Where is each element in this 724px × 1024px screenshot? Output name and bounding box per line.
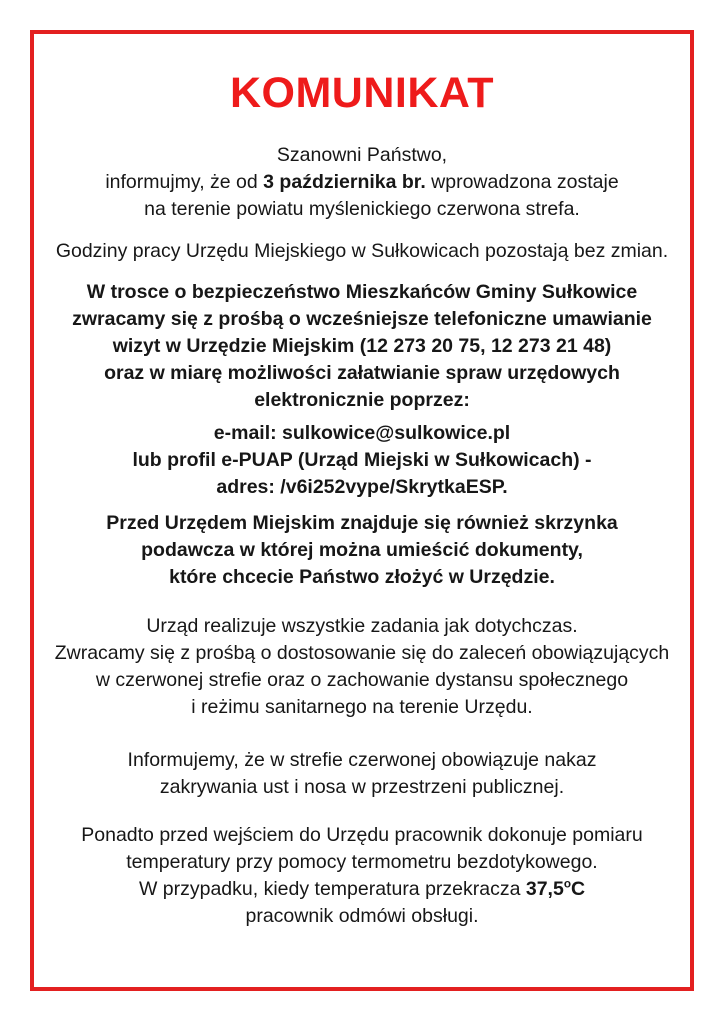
text-line: oraz w miarę możliwości załatwianie spraw urzędowych bbox=[104, 362, 620, 384]
epuap-address-line: adres: /v6i252vype/SkrytkaESP. bbox=[216, 476, 508, 498]
degree-superscript: o bbox=[563, 877, 571, 891]
text-line: Szanowni Państwo, bbox=[276, 144, 448, 166]
text-line: zakrywania ust i nosa w przestrzeni publicznej. bbox=[159, 776, 565, 798]
date-emphasis: 3 października br. bbox=[263, 171, 426, 193]
text-line: W trosce o bezpieczeństwo Mieszkańców Gminy Sułkowice bbox=[86, 281, 638, 303]
text-segment: wprowadzona zostaje bbox=[425, 171, 619, 193]
text-line: Ponadto przed wejściem do Urzędu pracownik dokonuje pomiaru bbox=[81, 824, 643, 846]
text-line: i reżimu sanitarnego na terenie Urzędu. bbox=[191, 696, 533, 718]
text-line: które chcecie Państwo złożyć w Urzędzie. bbox=[169, 566, 555, 588]
text-line: podawcza w której można umieścić dokumenty, bbox=[141, 539, 583, 561]
text-line: pracownik odmówi obsługi. bbox=[245, 905, 479, 927]
tasks-guidelines-paragraph bbox=[34, 613, 690, 721]
text-line: Przed Urzędem Miejskim znajduje się również skrzynka bbox=[106, 512, 618, 534]
text-line: elektronicznie poprzez: bbox=[254, 389, 470, 411]
text-line bbox=[34, 169, 690, 196]
text-segment: informujmy, że od bbox=[105, 171, 264, 193]
opening-hours-paragraph bbox=[34, 238, 690, 265]
mask-requirement-paragraph bbox=[34, 747, 690, 801]
text-line: na terenie powiatu myślenickiego czerwona strefa. bbox=[144, 198, 580, 220]
epuap-line: lub profil e-PUAP (Urząd Miejski w Sułkowicach) - bbox=[132, 449, 592, 471]
temperature-value: 37,5 bbox=[525, 878, 564, 900]
text-line: Urząd realizuje wszystkie zadania jak dotychczas. bbox=[146, 615, 578, 637]
phone-numbers-line: wizyt w Urzędzie Miejskim (12 273 20 75, 12 273 21 48) bbox=[112, 335, 612, 357]
text-line: Zwracamy się z prośbą o dostosowanie się do zaleceń obowiązujących bbox=[54, 642, 670, 664]
email-address-line: e-mail: sulkowice@sulkowice.pl bbox=[213, 422, 511, 444]
dropbox-paragraph bbox=[34, 510, 690, 591]
temperature-threshold-line bbox=[34, 876, 690, 903]
text-line: temperatury przy pomocy termometru bezdotykowego. bbox=[126, 851, 598, 873]
text-line: Informujemy, że w strefie czerwonej obowiązuje nakaz bbox=[127, 749, 597, 771]
text-line: Godziny pracy Urzędu Miejskiego w Sułkowicach pozostają bez zmian. bbox=[55, 240, 669, 262]
intro-paragraph bbox=[34, 142, 690, 223]
text-line: w czerwonej strefie oraz o zachowanie dystansu społecznego bbox=[95, 669, 629, 691]
document-title: KOMUNIKAT bbox=[229, 69, 495, 117]
phone-appointments-paragraph bbox=[34, 279, 690, 414]
text-line: zwracamy się z prośbą o wcześniejsze telefoniczne umawianie bbox=[72, 308, 652, 330]
temperature-check-paragraph bbox=[34, 822, 690, 930]
text-segment: W przypadku, kiedy temperatura przekracza bbox=[138, 878, 526, 900]
announcement-content bbox=[34, 0, 690, 930]
electronic-contact-paragraph bbox=[34, 420, 690, 501]
temperature-unit: C bbox=[570, 878, 586, 900]
